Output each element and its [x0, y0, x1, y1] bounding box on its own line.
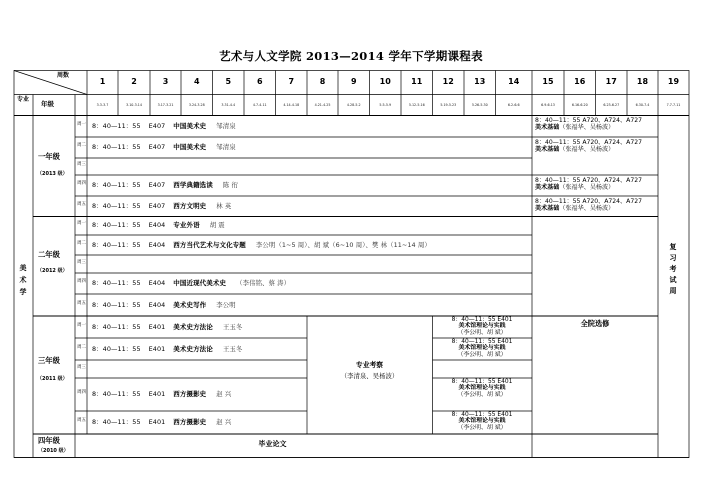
- week-number: 2: [131, 77, 137, 86]
- block-teacher: （李公明、胡 斌）: [457, 392, 507, 399]
- class-room: E407: [148, 143, 166, 151]
- class-course: 美术史方法论: [173, 344, 213, 353]
- day-label: 周二: [77, 344, 86, 350]
- class-course: 中国近现代美术史: [173, 279, 227, 287]
- week-number: 17: [605, 77, 617, 86]
- class-room: E407: [148, 202, 166, 210]
- week-date-range: 4.14-4.18: [283, 103, 300, 107]
- grade-2-name: 二年级: [38, 250, 60, 259]
- block-course: 美术基础: [535, 204, 560, 212]
- day-label: 周四: [77, 390, 86, 395]
- class-time: 8：40—11：55: [92, 390, 141, 398]
- block-time-room: 8：40—11：55 E401: [451, 316, 513, 323]
- class-entry: [92, 222, 233, 230]
- week-number: 19: [667, 77, 680, 86]
- week-date-range: 6.16-6.20: [571, 103, 588, 107]
- day-label: 周二: [77, 143, 86, 148]
- review-week-label: 复习考试周: [669, 243, 677, 295]
- week-date-range: 5.26-5.30: [471, 103, 488, 107]
- class-room: E407: [148, 121, 166, 130]
- block-course: 美术馆理论与实践: [458, 418, 506, 425]
- class-entry: [92, 123, 244, 131]
- class-time: 8：40—11：55: [92, 240, 141, 249]
- week-number: 1: [99, 77, 106, 86]
- class-entry: [92, 391, 239, 399]
- major-label: 专业: [16, 96, 29, 103]
- week-number: 8: [319, 77, 326, 86]
- grade-1-sub: （2013 级）: [37, 171, 68, 177]
- class-teacher: 邹清泉: [216, 121, 236, 130]
- day-label: 周三: [77, 162, 86, 167]
- field-trip-course: 专业考察: [355, 361, 384, 369]
- art-foundation-block: [535, 117, 642, 131]
- class-room: E401: [148, 344, 166, 353]
- day-label: 周四: [77, 181, 86, 186]
- art-foundation-block: [535, 139, 642, 153]
- day-label: 周二: [77, 240, 86, 246]
- class-entry: [92, 182, 246, 190]
- week-date-range: 6.30-7.4: [635, 103, 650, 107]
- week-date-range: 4.21-4.25: [314, 103, 331, 107]
- grade-4-sub: （2010 级）: [38, 448, 69, 454]
- block-time-room: 8：40—11：55 E401: [451, 338, 513, 345]
- elective-label: 全院选修: [580, 319, 610, 328]
- week-number: 12: [442, 77, 454, 86]
- block-teacher: （李公明、胡 斌）: [457, 425, 507, 432]
- class-teacher: 李公明（1~5 周）、胡 斌（6~10 周）、樊 林（11~14 周）: [255, 240, 431, 249]
- grade-3-sub: （2011 级）: [37, 376, 68, 382]
- class-course: 美术史方法论: [173, 322, 213, 331]
- grade-3-name: 三年级: [38, 356, 60, 365]
- class-entry: [92, 346, 250, 354]
- block-time-rooms: 8：40—11：55 A720、A724、A727: [535, 176, 642, 184]
- museum-theory-block: [433, 339, 531, 359]
- major-name: 美术学: [19, 264, 27, 296]
- class-room: E401: [148, 390, 166, 398]
- class-time: 8：40—11：55: [92, 202, 141, 210]
- week-number: 18: [636, 77, 649, 86]
- class-teacher: 胡 震: [209, 221, 225, 229]
- week-date-range: 3.3-3.7: [96, 103, 109, 107]
- class-teacher: 林 英: [216, 202, 232, 210]
- block-time-rooms: 8：40—11：55 A720、A724、A727: [535, 117, 642, 124]
- week-number: 11: [411, 77, 423, 86]
- thesis-label: 毕业论文: [258, 440, 287, 448]
- week-date-range: 3.31-4.4: [221, 103, 236, 107]
- class-entry: [92, 203, 239, 211]
- block-time-rooms: 8：40—11：55 A720、A724、A727: [535, 197, 642, 205]
- day-label: 周五: [77, 202, 86, 207]
- class-entry: [92, 280, 298, 288]
- week-date-range: 3.10-3.14: [126, 103, 142, 107]
- class-room: E407: [148, 181, 166, 189]
- week-date-range: 4.28-5.2: [346, 103, 361, 107]
- class-teacher: （李伟铭、蔡 涛）: [236, 279, 291, 287]
- block-teacher: （李公明、胡 斌）: [457, 330, 507, 337]
- week-date-range: 5.12-5.16: [408, 103, 425, 107]
- grade-label: 年级: [41, 100, 54, 108]
- block-course: 美术基础: [535, 124, 560, 131]
- block-course: 美术馆理论与实践: [458, 323, 506, 330]
- week-number: 14: [508, 77, 520, 86]
- class-entry: [92, 302, 244, 310]
- week-date-range: 3.17-3.21: [157, 103, 174, 107]
- day-label: 周四: [77, 279, 86, 284]
- class-teacher: 王玉冬: [222, 344, 243, 353]
- day-label: 周一: [77, 221, 86, 226]
- week-number: 4: [193, 77, 200, 86]
- class-course: 专业外语: [173, 221, 200, 229]
- art-foundation-block: [535, 198, 642, 212]
- class-entry: [92, 324, 250, 332]
- block-time-room: 8：40—11：55 E401: [451, 378, 513, 385]
- class-course: 西学典籍选读: [173, 181, 213, 189]
- class-room: E401: [148, 418, 166, 426]
- grade-1-name: 一年级: [38, 152, 60, 161]
- week-number: 9: [350, 77, 357, 86]
- block-teacher: （张福华、吴杨波）: [559, 183, 615, 191]
- class-time: 8：40—11：55: [92, 121, 141, 130]
- art-foundation-block: [535, 177, 642, 191]
- class-teacher: 邹清泉: [216, 143, 236, 151]
- week-date-range: 3.24-3.28: [188, 103, 205, 107]
- week-date-range: 4.7-4.11: [252, 103, 267, 107]
- block-time-rooms: 8：40—11：55 A720、A724、A727: [535, 138, 642, 146]
- week-date-range: 6.2-6.6: [507, 103, 520, 107]
- block-course: 美术基础: [535, 145, 560, 153]
- class-time: 8：40—11：55: [92, 143, 141, 151]
- class-entry: [92, 419, 239, 427]
- class-course: 西方摄影史: [173, 390, 207, 398]
- class-room: E404: [148, 221, 166, 229]
- page-title: 艺术与人文学院 2013—2014 学年下学期课程表: [219, 49, 483, 63]
- week-label: 周数: [57, 72, 70, 79]
- class-time: 8：40—11：55: [92, 181, 141, 189]
- class-room: E404: [148, 279, 166, 287]
- class-teacher: 赵 兴: [216, 390, 232, 398]
- week-date-range: 5.19-5.23: [440, 103, 457, 107]
- block-teacher: （张福华、吴杨波）: [559, 145, 615, 153]
- class-time: 8：40—11：55: [92, 300, 141, 309]
- block-teacher: （张福华、吴杨波）: [559, 124, 615, 131]
- week-number: 3: [162, 77, 169, 86]
- class-time: 8：40—11：55: [92, 418, 141, 426]
- class-teacher: 李公明: [216, 300, 236, 309]
- grade-4-name: 四年级: [38, 436, 60, 445]
- day-label: 周五: [77, 300, 86, 306]
- class-course: 西方摄影史: [173, 418, 207, 426]
- museum-theory-block: [433, 379, 531, 399]
- block-course: 美术馆理论与实践: [458, 385, 506, 392]
- week-number: 10: [379, 77, 391, 86]
- class-entry: [92, 144, 244, 152]
- day-label: 周三: [77, 364, 86, 370]
- grade-2-sub: （2012 级）: [37, 268, 68, 274]
- block-teacher: （李公明、胡 斌）: [457, 352, 507, 359]
- class-room: E404: [148, 240, 166, 249]
- week-number: 6: [256, 77, 263, 86]
- block-teacher: （张福华、吴杨波）: [559, 204, 615, 212]
- day-label: 周一: [77, 121, 86, 127]
- class-course: 中国美术史: [173, 121, 207, 130]
- class-time: 8：40—11：55: [92, 322, 141, 331]
- class-time: 8：40—11：55: [92, 279, 141, 287]
- week-number: 16: [574, 77, 586, 86]
- class-entry: [92, 242, 439, 250]
- class-teacher: 陈 衎: [222, 181, 239, 189]
- week-number: 7: [288, 77, 295, 86]
- class-course: 西方文明史: [173, 202, 207, 210]
- block-course: 美术基础: [535, 183, 560, 191]
- week-number: 15: [542, 77, 554, 86]
- week-date-range: 6.23-6.27: [603, 103, 620, 107]
- class-time: 8：40—11：55: [92, 344, 141, 353]
- week-date-range: 5.5-5.9: [379, 103, 392, 107]
- museum-theory-block: [433, 317, 531, 337]
- week-number: 13: [474, 77, 486, 86]
- field-trip-teacher: （李清泉、吴杨波）: [340, 372, 399, 380]
- week-date-range: 7.7-7.11: [666, 103, 681, 107]
- class-course: 中国美术史: [173, 143, 207, 151]
- museum-theory-block: [433, 412, 531, 432]
- class-room: E404: [148, 300, 166, 309]
- class-room: E401: [148, 322, 166, 331]
- class-teacher: 赵 兴: [216, 418, 232, 426]
- class-course: 美术史写作: [173, 300, 207, 309]
- class-time: 8：40—11：55: [92, 221, 141, 229]
- block-course: 美术馆理论与实践: [458, 345, 506, 352]
- class-course: 西方当代艺术与文化专题: [173, 240, 246, 249]
- day-label: 周五: [77, 418, 86, 423]
- week-date-range: 6.9-6.13: [541, 103, 555, 107]
- day-label: 周三: [77, 259, 86, 265]
- week-number: 5: [225, 77, 232, 86]
- day-label: 周一: [77, 322, 86, 328]
- class-teacher: 王玉冬: [222, 322, 243, 331]
- block-time-room: 8：40—11：55 E401: [451, 411, 513, 418]
